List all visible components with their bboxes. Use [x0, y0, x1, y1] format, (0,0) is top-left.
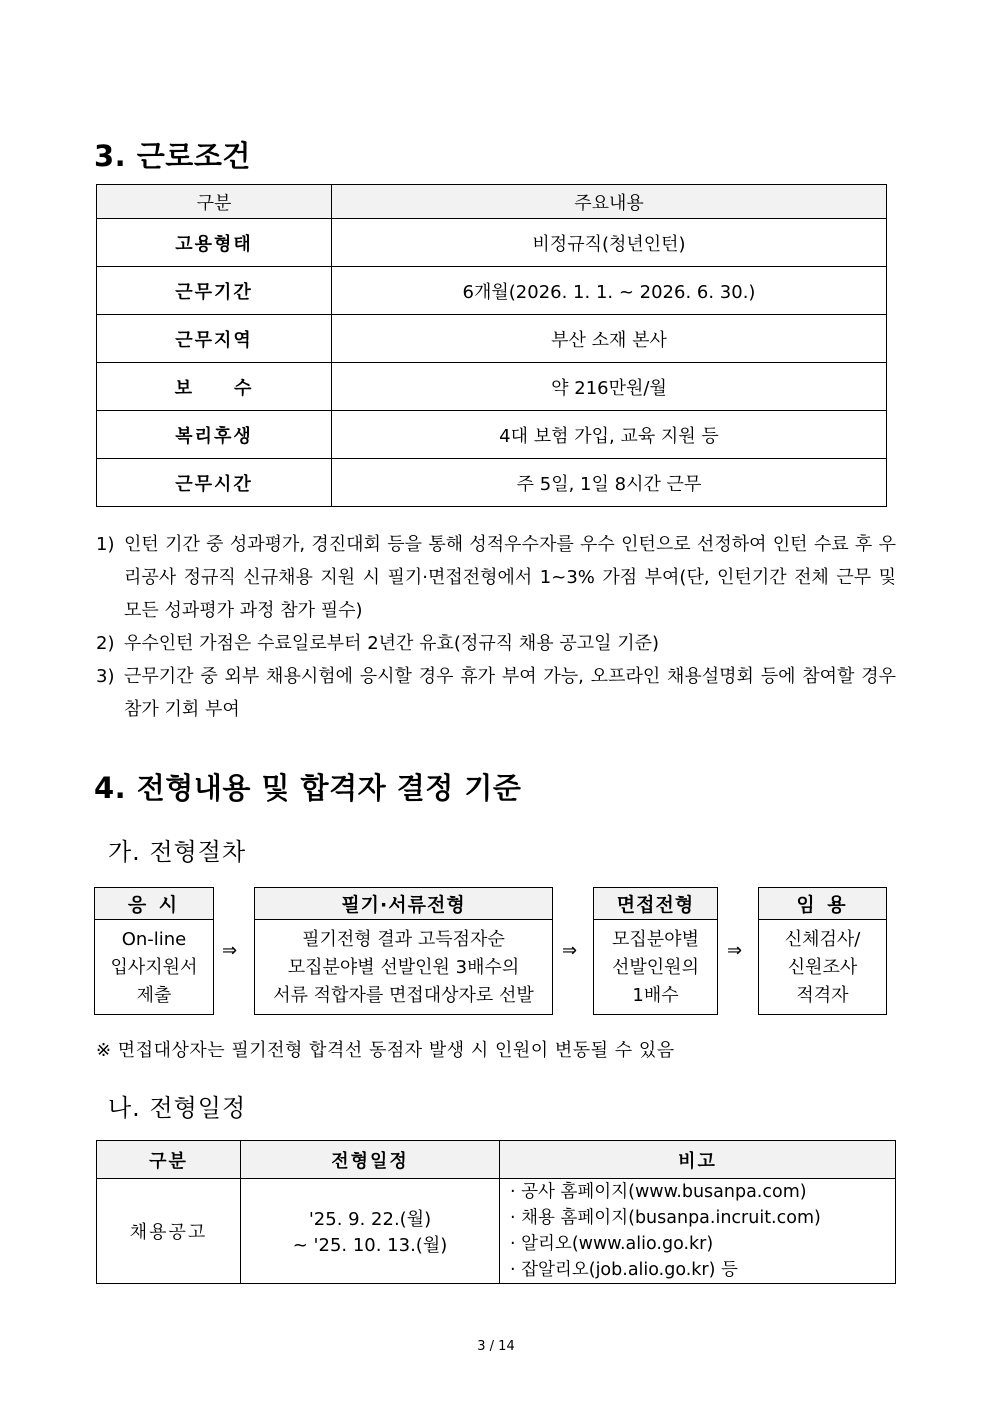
schedule-notes [500, 1179, 896, 1284]
flow-line: On-line [121, 929, 187, 950]
header-remarks: 비고 [500, 1141, 896, 1179]
flow-line: 적격자 [796, 985, 849, 1006]
note-number: 2) [96, 633, 115, 654]
flow-line: 모집분야별 [612, 929, 699, 950]
flow-line: 제출 [136, 985, 172, 1006]
flow-step-written [254, 887, 553, 1015]
flow-step-appoint [758, 887, 887, 1015]
flow-step-body [594, 920, 717, 1016]
note-number: 3) [96, 666, 115, 687]
flow-line: 1배수 [632, 985, 679, 1006]
note-number: 1) [96, 534, 115, 555]
flow-line: 신원조사 [787, 957, 858, 978]
date-end: ~ '25. 10. 13.(월) [292, 1235, 448, 1256]
flow-step-body [759, 920, 886, 1016]
note-text: 인턴 기간 중 성과평가, 경진대회 등을 통해 성적우수자를 우수 인턴으로 선정하여 인턴 수료 후 우리공사 정규직 신규채용 지원 시 필기·면접전형에서 1~3% 가점 부여(단, 인턴기간 전체 근무 및 모든 성과평가 과정 참가 필수) [124, 534, 896, 621]
row-value: 주 5일, 1일 8시간 근무 [332, 459, 887, 507]
schedule-table [96, 1140, 896, 1284]
work-conditions-table [96, 184, 887, 507]
flow-line: 선발인원의 [612, 957, 699, 978]
row-label: 채용공고 [97, 1179, 241, 1284]
table-row [97, 1179, 896, 1284]
section-3-title: 3. 근로조건 [94, 139, 251, 173]
date-start: '25. 9. 22.(월) [308, 1209, 432, 1230]
flow-arrow: ⇒ [222, 940, 238, 961]
list-item: · 공사 홈페이지(www.busanpa.com) [510, 1182, 807, 1202]
row-label: 근무기간 [97, 267, 332, 315]
schedule-dates [241, 1179, 500, 1284]
note-text: 우수인턴 가점은 수료일로부터 2년간 유효(정규직 채용 공고일 기준) [124, 633, 660, 654]
list-item: · 채용 홈페이지(busanpa.incruit.com) [510, 1208, 821, 1228]
list-item: · 알리오(www.alio.go.kr) [510, 1234, 714, 1254]
header-category: 구분 [97, 1141, 241, 1179]
flow-step-head: 필기·서류전형 [255, 888, 552, 920]
flow-step-head: 응 시 [95, 888, 213, 920]
table-header-row [97, 1141, 896, 1179]
flow-line: 서류 적합자를 면접대상자로 선발 [273, 985, 534, 1006]
flow-step-interview [593, 887, 718, 1015]
flow-line: 필기전형 결과 고득점자순 [302, 929, 505, 950]
row-label: 근무시간 [97, 459, 332, 507]
note-item [96, 528, 896, 627]
table-row [97, 219, 887, 267]
row-label: 복리후생 [97, 411, 332, 459]
flow-arrow: ⇒ [727, 940, 743, 961]
header-category: 구분 [97, 185, 332, 219]
row-value: 비정규직(청년인턴) [332, 219, 887, 267]
row-value: 4대 보험 가입, 교육 지원 등 [332, 411, 887, 459]
subsection-a-title: 가. 전형절차 [108, 838, 247, 866]
note-text: 근무기간 중 외부 채용시험에 응시할 경우 휴가 부여 가능, 오프라인 채용설명회 등에 참여할 경우 참가 기회 부여 [124, 666, 896, 720]
header-content: 주요내용 [332, 185, 887, 219]
notes-list [96, 528, 896, 726]
table-header-row [97, 185, 887, 219]
flow-arrow: ⇒ [562, 940, 578, 961]
section-4-title: 4. 전형내용 및 합격자 결정 기준 [94, 771, 522, 805]
row-label: 보 수 [97, 363, 332, 411]
flow-step-head: 임 용 [759, 888, 886, 920]
table-row [97, 363, 887, 411]
row-value: 6개월(2026. 1. 1. ~ 2026. 6. 30.) [332, 267, 887, 315]
flow-line: 신체검사/ [784, 929, 861, 950]
flow-step-body [255, 920, 552, 1016]
flow-step-apply [94, 887, 214, 1015]
row-value: 부산 소재 본사 [332, 315, 887, 363]
table-row [97, 267, 887, 315]
flow-line: 입사지원서 [110, 957, 198, 978]
list-item: · 잡알리오(job.alio.go.kr) 등 [510, 1260, 738, 1280]
note-item [96, 660, 896, 726]
table-row [97, 315, 887, 363]
row-label: 고용형태 [97, 219, 332, 267]
flow-line: 모집분야별 선발인원 3배수의 [287, 957, 520, 978]
table-row [97, 411, 887, 459]
row-value: 약 216만원/월 [332, 363, 887, 411]
subsection-b-title: 나. 전형일정 [108, 1094, 247, 1122]
flow-step-head: 면접전형 [594, 888, 717, 920]
flow-step-body [95, 920, 213, 1016]
table-row [97, 459, 887, 507]
note-item [96, 627, 896, 660]
row-label: 근무지역 [97, 315, 332, 363]
header-schedule: 전형일정 [241, 1141, 500, 1179]
interview-remark: ※ 면접대상자는 필기전형 합격선 동점자 발생 시 인원이 변동될 수 있음 [96, 1040, 675, 1061]
page-number: 3 / 14 [477, 1339, 515, 1354]
